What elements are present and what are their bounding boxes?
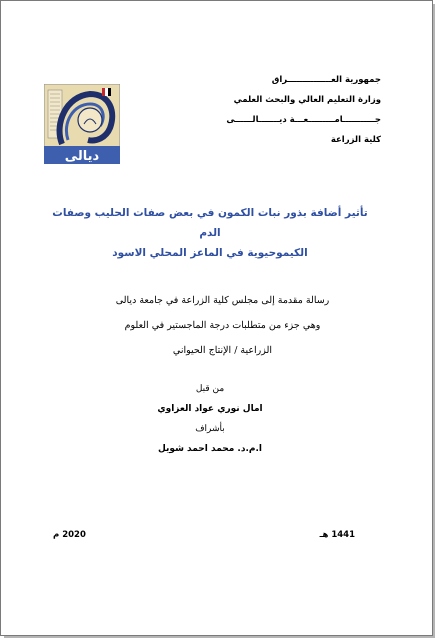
ministry-line: وزارة التعليم العالي والبحث العلمي [233,95,381,105]
logo-text: ديالى [64,149,100,164]
country-line: جمهورية العـــــــــــــــراق [271,75,381,85]
by-label: من قبل [195,384,225,394]
thesis-title-line1: تأثير أضافة بذور نبات الكمون في بعض صفات الحليب وصفات الدم [52,207,368,239]
institution-header [226,70,381,150]
thesis-statement-line3: الزراعية / الإنتاج الحيواني [172,345,273,356]
supervisor-name: ا.م.د. محمد احمد شويل [158,444,262,454]
thesis-statement-line2: وهي جزء من متطلبات درجة الماجستير في العلوم [124,320,321,331]
supervision-label: بأشراف [195,424,225,434]
university-line: جـــــــــــامـــــــــعـــة ديـــــــالــــــى [226,115,381,125]
thesis-title [40,203,380,263]
gregorian-year: 2020 م [53,530,86,540]
author-block [60,379,360,459]
university-logo [44,84,120,164]
author-name: امال نوري عواد العزاوي [157,404,263,414]
thesis-title-line2: الكيموحيوية في الماعز المحلي الاسود [112,247,308,259]
college-line: كلية الزراعة [330,135,381,145]
thesis-statement-line1: رسالة مقدمة إلى مجلس كلية الزراعة في جامعة ديالى [115,295,330,306]
thesis-statement [90,288,355,363]
hijri-year: 1441 هـ [319,530,355,540]
